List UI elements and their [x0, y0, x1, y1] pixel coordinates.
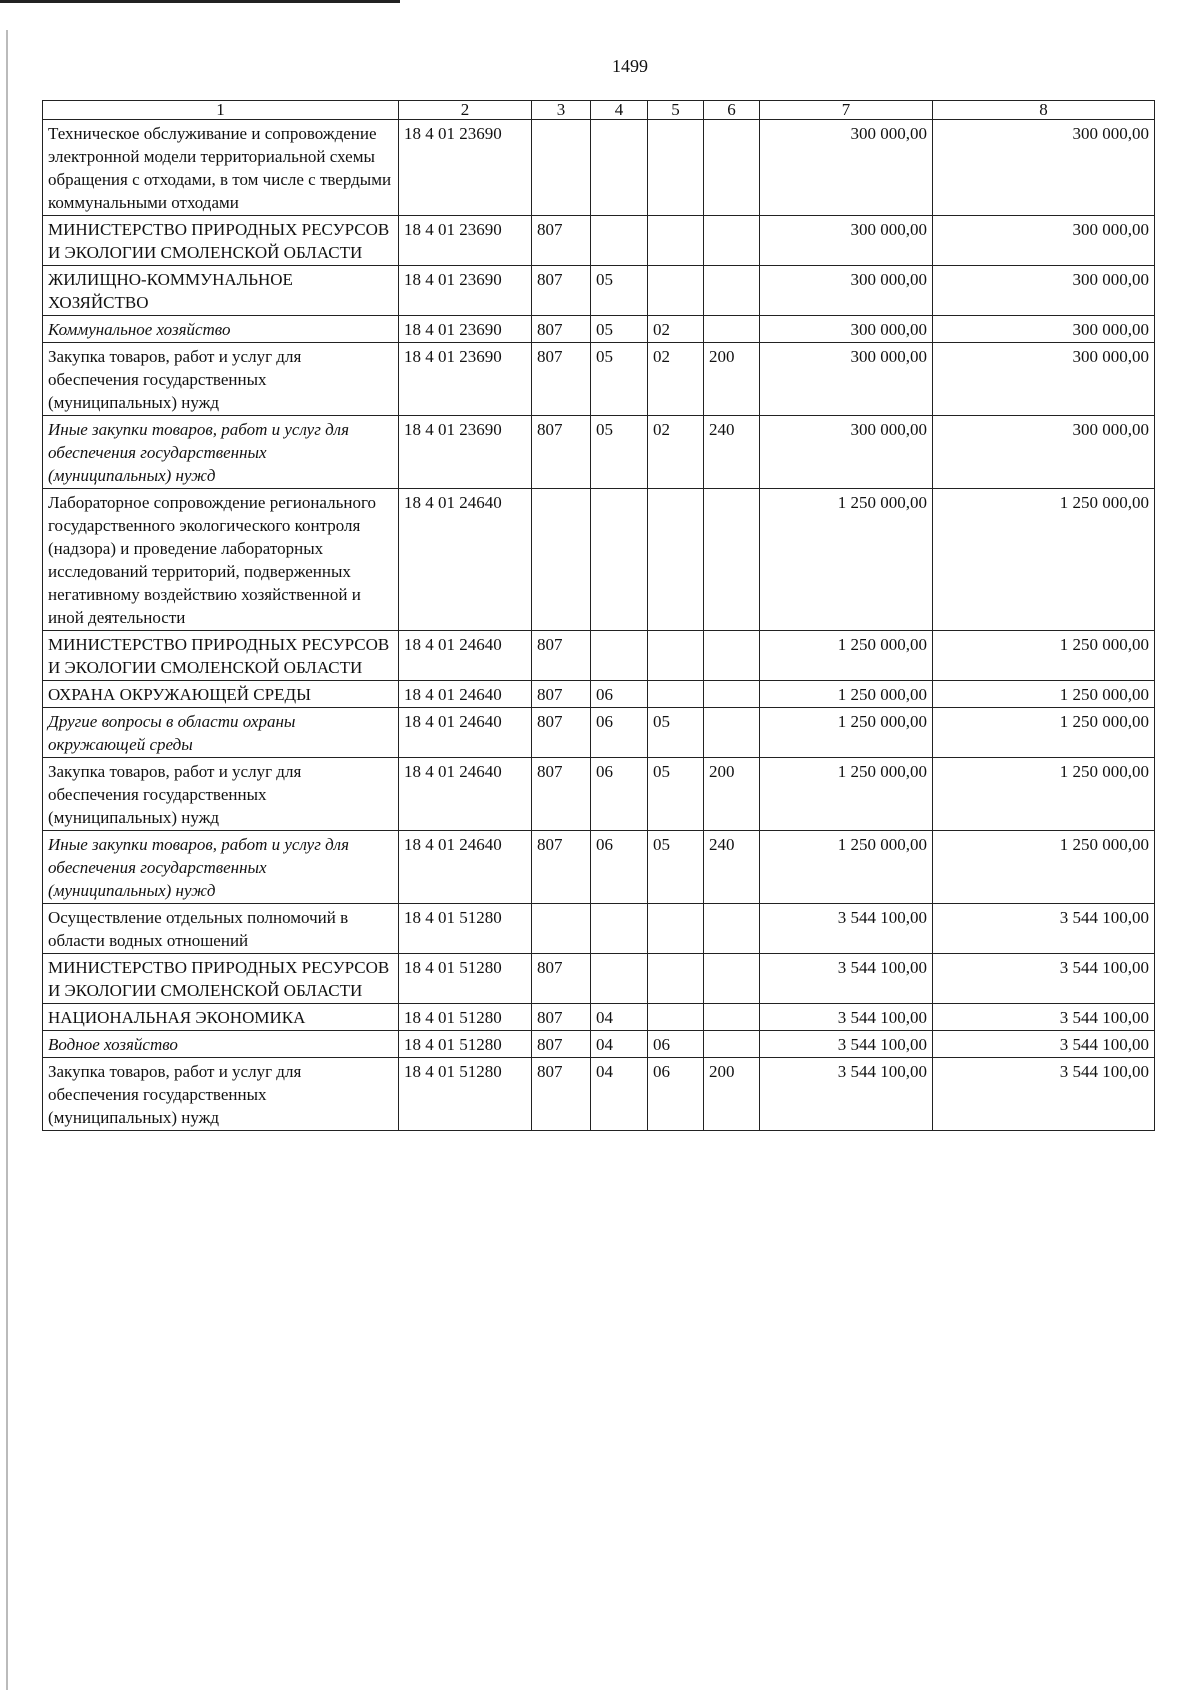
- row-expense-type-code: [704, 266, 760, 316]
- row-subsection-code: [648, 120, 704, 216]
- row-amount-year-2: 1 250 000,00: [933, 489, 1155, 631]
- row-department-code: 807: [532, 1058, 591, 1131]
- row-target-code: 18 4 01 23690: [399, 216, 532, 266]
- row-amount-year-1: 1 250 000,00: [760, 489, 933, 631]
- row-department-code: 807: [532, 216, 591, 266]
- page-number: 1499: [612, 56, 648, 76]
- row-amount-year-1: 1 250 000,00: [760, 831, 933, 904]
- row-amount-year-1: 1 250 000,00: [760, 631, 933, 681]
- row-target-code: 18 4 01 24640: [399, 681, 532, 708]
- row-amount-year-2: 3 544 100,00: [933, 954, 1155, 1004]
- table-row: [43, 1004, 1155, 1031]
- row-target-code: 18 4 01 24640: [399, 489, 532, 631]
- table-row: [43, 904, 1155, 954]
- table-row: [43, 708, 1155, 758]
- row-amount-year-2: 300 000,00: [933, 120, 1155, 216]
- row-subsection-code: 02: [648, 416, 704, 489]
- row-name: Закупка товаров, работ и услуг для обеспечения государственных (муниципальных) нужд: [43, 343, 399, 416]
- row-target-code: 18 4 01 23690: [399, 416, 532, 489]
- row-department-code: 807: [532, 316, 591, 343]
- row-expense-type-code: [704, 708, 760, 758]
- row-name: НАЦИОНАЛЬНАЯ ЭКОНОМИКА: [43, 1004, 399, 1031]
- row-section-code: 06: [591, 758, 648, 831]
- table-row: [43, 1031, 1155, 1058]
- row-subsection-code: [648, 1004, 704, 1031]
- row-expense-type-code: [704, 120, 760, 216]
- row-amount-year-1: 3 544 100,00: [760, 904, 933, 954]
- row-amount-year-1: 300 000,00: [760, 343, 933, 416]
- row-target-code: 18 4 01 51280: [399, 1031, 532, 1058]
- table-row: [43, 120, 1155, 216]
- row-section-code: 06: [591, 831, 648, 904]
- scan-edge-left: [6, 30, 8, 1690]
- row-amount-year-1: 300 000,00: [760, 316, 933, 343]
- row-subsection-code: 05: [648, 831, 704, 904]
- table-row: [43, 266, 1155, 316]
- header-col-1: 1: [43, 101, 399, 120]
- row-name: Лабораторное сопровождение регионального государственного экологического контроля (надзора) и проведение лабораторных исследований территорий, подверженных негативному воздействию хозяйственной и иной деятельности: [43, 489, 399, 631]
- row-amount-year-2: 300 000,00: [933, 316, 1155, 343]
- header-col-6: 6: [704, 101, 760, 120]
- header-col-7: 7: [760, 101, 933, 120]
- row-name: Иные закупки товаров, работ и услуг для обеспечения государственных (муниципальных) нужд: [43, 416, 399, 489]
- row-section-code: [591, 631, 648, 681]
- row-expense-type-code: [704, 681, 760, 708]
- row-section-code: [591, 489, 648, 631]
- row-section-code: 04: [591, 1004, 648, 1031]
- row-department-code: 807: [532, 681, 591, 708]
- row-department-code: 807: [532, 954, 591, 1004]
- table-row: [43, 954, 1155, 1004]
- row-target-code: 18 4 01 23690: [399, 266, 532, 316]
- row-expense-type-code: [704, 1004, 760, 1031]
- budget-table-header: [43, 101, 1155, 120]
- scan-edge-top: [0, 0, 400, 3]
- row-expense-type-code: [704, 631, 760, 681]
- row-department-code: 807: [532, 708, 591, 758]
- row-name: Закупка товаров, работ и услуг для обеспечения государственных (муниципальных) нужд: [43, 758, 399, 831]
- row-subsection-code: 06: [648, 1031, 704, 1058]
- row-target-code: 18 4 01 23690: [399, 316, 532, 343]
- row-expense-type-code: 240: [704, 831, 760, 904]
- row-target-code: 18 4 01 24640: [399, 758, 532, 831]
- table-row: [43, 1058, 1155, 1131]
- header-row: [43, 101, 1155, 120]
- row-expense-type-code: [704, 904, 760, 954]
- row-target-code: 18 4 01 51280: [399, 1004, 532, 1031]
- row-department-code: [532, 904, 591, 954]
- row-expense-type-code: [704, 489, 760, 631]
- row-department-code: 807: [532, 758, 591, 831]
- row-department-code: 807: [532, 831, 591, 904]
- row-section-code: [591, 120, 648, 216]
- row-section-code: 04: [591, 1058, 648, 1131]
- row-expense-type-code: 200: [704, 758, 760, 831]
- row-amount-year-2: 3 544 100,00: [933, 904, 1155, 954]
- header-col-4: 4: [591, 101, 648, 120]
- row-amount-year-1: 3 544 100,00: [760, 954, 933, 1004]
- row-amount-year-2: 1 250 000,00: [933, 831, 1155, 904]
- table-row: [43, 416, 1155, 489]
- row-department-code: 807: [532, 416, 591, 489]
- table-row: [43, 681, 1155, 708]
- row-name: МИНИСТЕРСТВО ПРИРОДНЫХ РЕСУРСОВ И ЭКОЛОГИИ СМОЛЕНСКОЙ ОБЛАСТИ: [43, 216, 399, 266]
- budget-table-body: [43, 120, 1155, 1131]
- row-amount-year-1: 300 000,00: [760, 120, 933, 216]
- row-subsection-code: 06: [648, 1058, 704, 1131]
- row-target-code: 18 4 01 51280: [399, 954, 532, 1004]
- row-name: ОХРАНА ОКРУЖАЮЩЕЙ СРЕДЫ: [43, 681, 399, 708]
- row-expense-type-code: [704, 1031, 760, 1058]
- budget-table: [42, 100, 1155, 1131]
- row-name: ЖИЛИЩНО-КОММУНАЛЬНОЕ ХОЗЯЙСТВО: [43, 266, 399, 316]
- row-amount-year-2: 3 544 100,00: [933, 1004, 1155, 1031]
- row-department-code: 807: [532, 1031, 591, 1058]
- row-amount-year-1: 3 544 100,00: [760, 1004, 933, 1031]
- row-expense-type-code: 200: [704, 343, 760, 416]
- row-subsection-code: 05: [648, 708, 704, 758]
- header-col-5: 5: [648, 101, 704, 120]
- row-amount-year-2: 3 544 100,00: [933, 1058, 1155, 1131]
- row-name: Иные закупки товаров, работ и услуг для обеспечения государственных (муниципальных) нужд: [43, 831, 399, 904]
- row-department-code: 807: [532, 266, 591, 316]
- table-row: [43, 831, 1155, 904]
- row-name: Другие вопросы в области охраны окружающей среды: [43, 708, 399, 758]
- row-amount-year-1: 1 250 000,00: [760, 708, 933, 758]
- row-subsection-code: 02: [648, 343, 704, 416]
- row-department-code: [532, 120, 591, 216]
- row-subsection-code: 05: [648, 758, 704, 831]
- row-amount-year-1: 300 000,00: [760, 216, 933, 266]
- row-subsection-code: [648, 681, 704, 708]
- row-department-code: 807: [532, 631, 591, 681]
- row-name: Закупка товаров, работ и услуг для обеспечения государственных (муниципальных) нужд: [43, 1058, 399, 1131]
- row-expense-type-code: [704, 316, 760, 343]
- table-row: [43, 216, 1155, 266]
- row-expense-type-code: [704, 216, 760, 266]
- row-target-code: 18 4 01 23690: [399, 343, 532, 416]
- row-amount-year-2: 1 250 000,00: [933, 708, 1155, 758]
- row-amount-year-1: 1 250 000,00: [760, 758, 933, 831]
- row-subsection-code: [648, 216, 704, 266]
- row-section-code: 05: [591, 343, 648, 416]
- row-target-code: 18 4 01 24640: [399, 831, 532, 904]
- table-row: [43, 316, 1155, 343]
- table-row: [43, 343, 1155, 416]
- table-row: [43, 631, 1155, 681]
- row-amount-year-2: 1 250 000,00: [933, 631, 1155, 681]
- row-subsection-code: 02: [648, 316, 704, 343]
- table-row: [43, 489, 1155, 631]
- row-section-code: 04: [591, 1031, 648, 1058]
- row-target-code: 18 4 01 23690: [399, 120, 532, 216]
- row-subsection-code: [648, 266, 704, 316]
- row-name: МИНИСТЕРСТВО ПРИРОДНЫХ РЕСУРСОВ И ЭКОЛОГИИ СМОЛЕНСКОЙ ОБЛАСТИ: [43, 631, 399, 681]
- row-amount-year-1: 300 000,00: [760, 416, 933, 489]
- row-section-code: [591, 954, 648, 1004]
- row-subsection-code: [648, 631, 704, 681]
- row-subsection-code: [648, 489, 704, 631]
- row-amount-year-2: 3 544 100,00: [933, 1031, 1155, 1058]
- header-col-2: 2: [399, 101, 532, 120]
- row-section-code: [591, 904, 648, 954]
- row-name: Водное хозяйство: [43, 1031, 399, 1058]
- row-section-code: 06: [591, 681, 648, 708]
- row-subsection-code: [648, 904, 704, 954]
- row-amount-year-1: 1 250 000,00: [760, 681, 933, 708]
- table-row: [43, 758, 1155, 831]
- row-name: Техническое обслуживание и сопровождение электронной модели территориальной схемы обращения с отходами, в том числе с твердыми коммунальными отходами: [43, 120, 399, 216]
- row-amount-year-2: 300 000,00: [933, 416, 1155, 489]
- row-target-code: 18 4 01 51280: [399, 904, 532, 954]
- row-amount-year-2: 1 250 000,00: [933, 758, 1155, 831]
- row-section-code: 06: [591, 708, 648, 758]
- row-name: Осуществление отдельных полномочий в области водных отношений: [43, 904, 399, 954]
- row-amount-year-2: 300 000,00: [933, 216, 1155, 266]
- row-department-code: [532, 489, 591, 631]
- row-expense-type-code: 200: [704, 1058, 760, 1131]
- header-col-8: 8: [933, 101, 1155, 120]
- row-amount-year-1: 300 000,00: [760, 266, 933, 316]
- row-department-code: 807: [532, 343, 591, 416]
- row-amount-year-1: 3 544 100,00: [760, 1058, 933, 1131]
- row-amount-year-2: 300 000,00: [933, 266, 1155, 316]
- row-target-code: 18 4 01 24640: [399, 631, 532, 681]
- row-expense-type-code: 240: [704, 416, 760, 489]
- row-target-code: 18 4 01 51280: [399, 1058, 532, 1131]
- header-col-3: 3: [532, 101, 591, 120]
- row-section-code: 05: [591, 316, 648, 343]
- row-section-code: 05: [591, 416, 648, 489]
- row-amount-year-2: 1 250 000,00: [933, 681, 1155, 708]
- row-department-code: 807: [532, 1004, 591, 1031]
- row-expense-type-code: [704, 954, 760, 1004]
- row-amount-year-1: 3 544 100,00: [760, 1031, 933, 1058]
- row-subsection-code: [648, 954, 704, 1004]
- row-section-code: 05: [591, 266, 648, 316]
- row-amount-year-2: 300 000,00: [933, 343, 1155, 416]
- row-section-code: [591, 216, 648, 266]
- row-target-code: 18 4 01 24640: [399, 708, 532, 758]
- row-name: Коммунальное хозяйство: [43, 316, 399, 343]
- row-name: МИНИСТЕРСТВО ПРИРОДНЫХ РЕСУРСОВ И ЭКОЛОГИИ СМОЛЕНСКОЙ ОБЛАСТИ: [43, 954, 399, 1004]
